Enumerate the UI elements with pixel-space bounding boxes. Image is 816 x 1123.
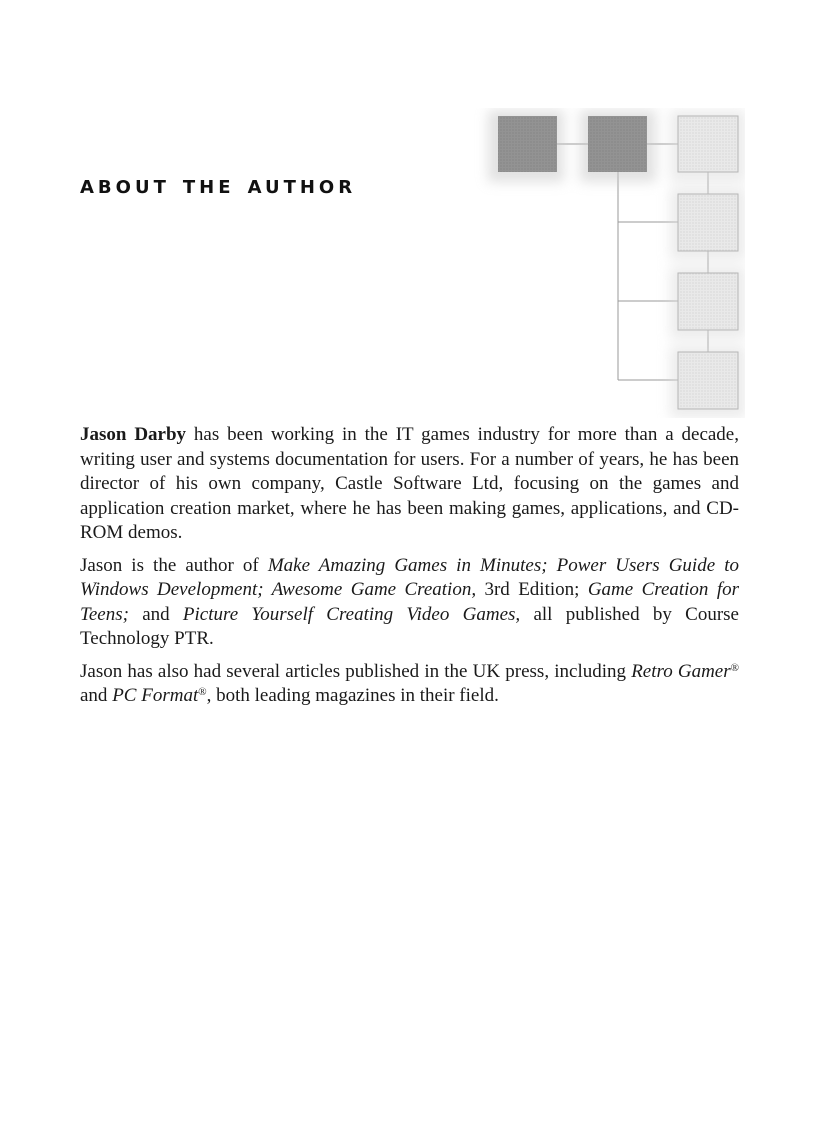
bio-paragraph-1: Jason Darby has been working in the IT games industry for more than a decade, writing user and systems documentation for users. For a number of years, he has been director of his own company, Castle Software Ltd, focusing on the games and application creation market, where he has been making games, applications, and CD-ROM demos. [80, 424, 739, 543]
chart-box-dark-2 [588, 116, 647, 172]
org-chart-graphic [470, 108, 745, 418]
chart-box-dark-1 [498, 116, 557, 172]
author-bio [80, 423, 739, 717]
registered-mark: ® [730, 661, 739, 674]
chart-box-light-2 [678, 194, 738, 251]
magazine-title: PC Format [112, 685, 199, 706]
book-title: Picture Yourself Creating Video Games, [182, 603, 521, 625]
page-title: about the author [80, 170, 357, 200]
bio-paragraph-2: Jason is the author of Make Amazing Games in Minutes; Power Users Guide to Windows Development; Awesome Game Creation, 3rd Edition; Game Creation for Teens; and Picture Yourself Creating Video Games, all published by Course Technology PTR. [80, 554, 739, 649]
bio-paragraph-3: Jason has also had several articles published in the UK press, including Retro Gamer® and PC Format®, both leading magazines in their field. [80, 660, 739, 706]
registered-mark: ® [198, 686, 207, 698]
book-title: Game Creation for Teens; [80, 579, 739, 625]
author-name: Jason Darby [80, 424, 187, 445]
magazine-title: Retro Gamer [631, 660, 731, 682]
chart-box-light-1 [678, 116, 738, 172]
chart-box-light-4 [678, 352, 738, 409]
chart-box-light-3 [678, 273, 738, 330]
book-titles: Make Amazing Games in Minutes; Power Users Guide to Windows Development; Awesome Game Creation, [80, 554, 739, 600]
